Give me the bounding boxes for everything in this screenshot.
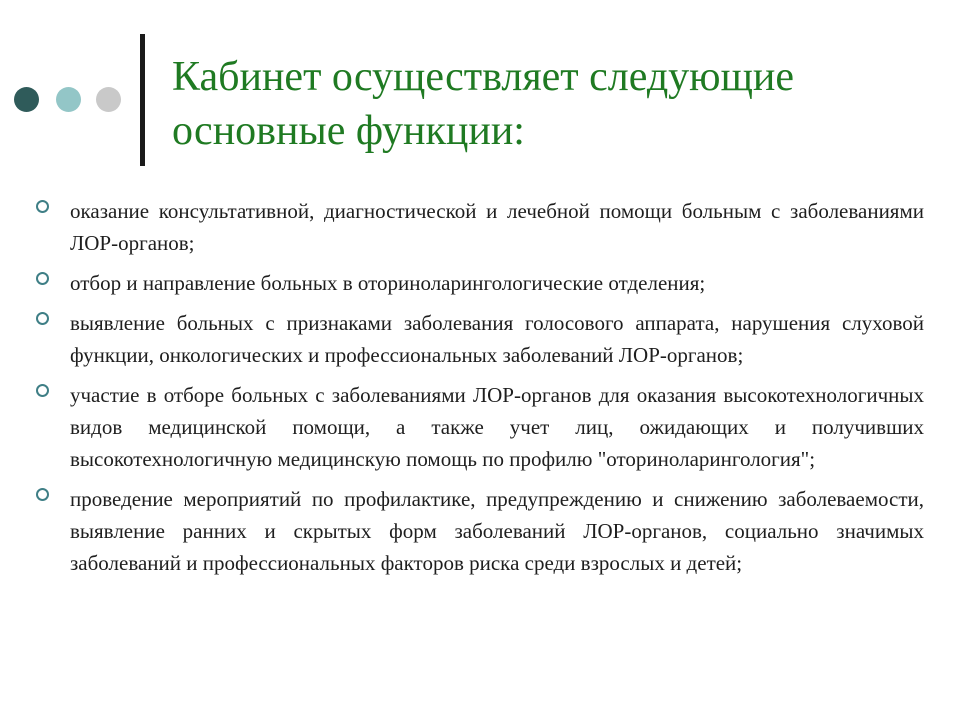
ring-bullet-icon (36, 272, 49, 285)
bullet-text: участие в отборе больных с заболеваниями ЛОР-органов для оказания высокотехнологичных видов медицинской помощи, а также учет лиц, ожидающих и получивших высокотехнологичную медицинскую помощь по профилю "оториноларингология"; (70, 383, 924, 471)
bullet-list (36, 195, 924, 587)
bullet-text: выявление больных с признаками заболевания голосового аппарата, нарушения слуховой функции, онкологических и профессиональных заболеваний ЛОР-органов; (70, 311, 924, 367)
dot-dark-icon (14, 87, 39, 112)
bullet-text: оказание консультативной, диагностической и лечебной помощи больным с заболеваниями ЛОР-органов; (70, 199, 924, 255)
list-item (36, 483, 924, 579)
ring-bullet-icon (36, 384, 49, 397)
bullet-text: проведение мероприятий по профилактике, предупреждению и снижению заболеваемости, выявление ранних и скрытых форм заболеваний ЛОР-органов, социально значимых заболеваний и профессиональных факторов риска среди взрослых и детей; (70, 487, 924, 575)
ring-bullet-icon (36, 488, 49, 501)
ring-bullet-icon (36, 200, 49, 213)
list-item (36, 307, 924, 371)
list-item (36, 267, 924, 299)
list-item (36, 379, 924, 475)
bullet-text: отбор и направление больных в оториноларингологические отделения; (70, 271, 706, 295)
title-divider (140, 34, 145, 166)
dot-mid-icon (56, 87, 81, 112)
slide-title: Кабинет осуществляет следующие основные функции: (172, 54, 795, 154)
dot-light-icon (96, 87, 121, 112)
list-item (36, 195, 924, 259)
ring-bullet-icon (36, 312, 49, 325)
